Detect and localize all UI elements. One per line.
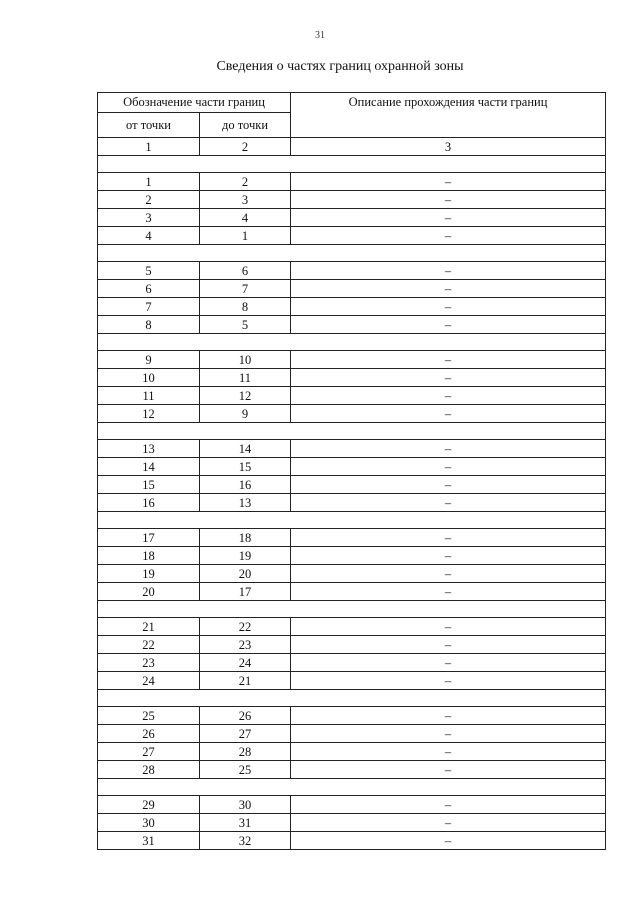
group-separator-row [98, 334, 606, 351]
from-point-cell: 10 [98, 369, 200, 387]
document-title: Сведения о частях границ охранной зоны [216, 59, 464, 74]
description-cell: – [291, 262, 606, 280]
group-separator-row [98, 779, 606, 796]
to-point-cell: 8 [200, 298, 291, 316]
from-point-cell: 30 [98, 814, 200, 832]
description-cell: – [291, 369, 606, 387]
to-point-cell: 21 [200, 672, 291, 690]
to-point-cell: 27 [200, 725, 291, 743]
group-separator-row [98, 245, 606, 262]
description-cell: – [291, 583, 606, 601]
to-point-cell: 19 [200, 547, 291, 565]
table-body [98, 156, 606, 850]
table-row [98, 227, 606, 245]
to-point-cell: 7 [200, 280, 291, 298]
to-point-cell: 31 [200, 814, 291, 832]
from-point-cell: 15 [98, 476, 200, 494]
group-separator-row [98, 690, 606, 707]
from-point-cell: 27 [98, 743, 200, 761]
table-row [98, 209, 606, 227]
table-row [98, 476, 606, 494]
from-point-cell: 6 [98, 280, 200, 298]
to-point-cell: 4 [200, 209, 291, 227]
to-point-cell: 20 [200, 565, 291, 583]
to-point-cell: 15 [200, 458, 291, 476]
to-point-cell: 22 [200, 618, 291, 636]
from-point-cell: 3 [98, 209, 200, 227]
to-point-cell: 11 [200, 369, 291, 387]
from-point-cell: 28 [98, 761, 200, 779]
from-point-cell: 29 [98, 796, 200, 814]
group-separator-cell [98, 779, 606, 796]
description-cell: – [291, 618, 606, 636]
to-point-cell: 23 [200, 636, 291, 654]
table-row [98, 672, 606, 690]
to-point-header: до точки [200, 113, 291, 138]
to-point-cell: 18 [200, 529, 291, 547]
group-separator-row [98, 601, 606, 618]
group-separator-cell [98, 423, 606, 440]
from-point-cell: 18 [98, 547, 200, 565]
to-point-cell: 9 [200, 405, 291, 423]
group-separator-cell [98, 512, 606, 529]
table-row [98, 316, 606, 334]
table-row [98, 262, 606, 280]
description-cell: – [291, 761, 606, 779]
from-point-cell: 25 [98, 707, 200, 725]
to-point-cell: 6 [200, 262, 291, 280]
from-point-cell: 1 [98, 173, 200, 191]
column-number: 1 [98, 138, 200, 156]
description-cell: – [291, 405, 606, 423]
to-point-cell: 25 [200, 761, 291, 779]
description-cell: – [291, 654, 606, 672]
description-cell: – [291, 636, 606, 654]
from-point-cell: 5 [98, 262, 200, 280]
group-separator-row [98, 156, 606, 173]
group-separator-cell [98, 690, 606, 707]
table-row [98, 298, 606, 316]
description-cell: – [291, 351, 606, 369]
description-cell: – [291, 209, 606, 227]
to-point-cell: 30 [200, 796, 291, 814]
from-point-cell: 12 [98, 405, 200, 423]
group-separator-row [98, 423, 606, 440]
table-row [98, 458, 606, 476]
description-header: Описание прохождения части границ [291, 93, 606, 138]
from-point-cell: 9 [98, 351, 200, 369]
table-row [98, 725, 606, 743]
description-cell: – [291, 796, 606, 814]
group-separator-cell [98, 245, 606, 262]
table-row [98, 796, 606, 814]
column-number: 3 [291, 138, 606, 156]
to-point-cell: 10 [200, 351, 291, 369]
designation-header: Обозначение части границ [98, 93, 291, 113]
to-point-cell: 24 [200, 654, 291, 672]
from-point-cell: 21 [98, 618, 200, 636]
description-cell: – [291, 458, 606, 476]
table-row [98, 618, 606, 636]
from-point-header: от точки [98, 113, 200, 138]
table-row [98, 387, 606, 405]
from-point-cell: 14 [98, 458, 200, 476]
from-point-cell: 16 [98, 494, 200, 512]
table-row [98, 191, 606, 209]
table-row [98, 583, 606, 601]
table-row [98, 565, 606, 583]
to-point-cell: 5 [200, 316, 291, 334]
from-point-cell: 26 [98, 725, 200, 743]
group-separator-cell [98, 156, 606, 173]
description-cell: – [291, 298, 606, 316]
from-point-cell: 4 [98, 227, 200, 245]
to-point-cell: 3 [200, 191, 291, 209]
to-point-cell: 17 [200, 583, 291, 601]
table-row [98, 173, 606, 191]
table-row [98, 832, 606, 850]
description-cell: – [291, 529, 606, 547]
from-point-cell: 13 [98, 440, 200, 458]
table-row [98, 405, 606, 423]
table-row [98, 654, 606, 672]
description-cell: – [291, 173, 606, 191]
from-point-cell: 22 [98, 636, 200, 654]
from-point-cell: 17 [98, 529, 200, 547]
from-point-cell: 31 [98, 832, 200, 850]
to-point-cell: 26 [200, 707, 291, 725]
to-point-cell: 14 [200, 440, 291, 458]
to-point-cell: 16 [200, 476, 291, 494]
to-point-cell: 1 [200, 227, 291, 245]
from-point-cell: 20 [98, 583, 200, 601]
description-cell: – [291, 387, 606, 405]
table-row [98, 369, 606, 387]
from-point-cell: 23 [98, 654, 200, 672]
table-row [98, 707, 606, 725]
description-cell: – [291, 725, 606, 743]
description-cell: – [291, 316, 606, 334]
to-point-cell: 2 [200, 173, 291, 191]
description-cell: – [291, 565, 606, 583]
table-row [98, 529, 606, 547]
table-row [98, 351, 606, 369]
from-point-cell: 11 [98, 387, 200, 405]
to-point-cell: 13 [200, 494, 291, 512]
table-row [98, 440, 606, 458]
from-point-cell: 24 [98, 672, 200, 690]
group-separator-cell [98, 601, 606, 618]
description-cell: – [291, 494, 606, 512]
description-cell: – [291, 672, 606, 690]
table-row [98, 636, 606, 654]
description-cell: – [291, 440, 606, 458]
to-point-cell: 12 [200, 387, 291, 405]
boundary-parts-table [97, 92, 606, 850]
to-point-cell: 32 [200, 832, 291, 850]
group-separator-cell [98, 334, 606, 351]
from-point-cell: 8 [98, 316, 200, 334]
from-point-cell: 7 [98, 298, 200, 316]
description-cell: – [291, 191, 606, 209]
table-row [98, 761, 606, 779]
table-row [98, 743, 606, 761]
description-cell: – [291, 476, 606, 494]
description-cell: – [291, 280, 606, 298]
table-row [98, 280, 606, 298]
group-separator-row [98, 512, 606, 529]
table-row [98, 814, 606, 832]
description-cell: – [291, 227, 606, 245]
description-cell: – [291, 832, 606, 850]
table-row [98, 494, 606, 512]
to-point-cell: 28 [200, 743, 291, 761]
page-number: 31 [315, 30, 325, 41]
from-point-cell: 19 [98, 565, 200, 583]
description-cell: – [291, 743, 606, 761]
table-row [98, 547, 606, 565]
from-point-cell: 2 [98, 191, 200, 209]
description-cell: – [291, 814, 606, 832]
description-cell: – [291, 547, 606, 565]
column-number: 2 [200, 138, 291, 156]
description-cell: – [291, 707, 606, 725]
